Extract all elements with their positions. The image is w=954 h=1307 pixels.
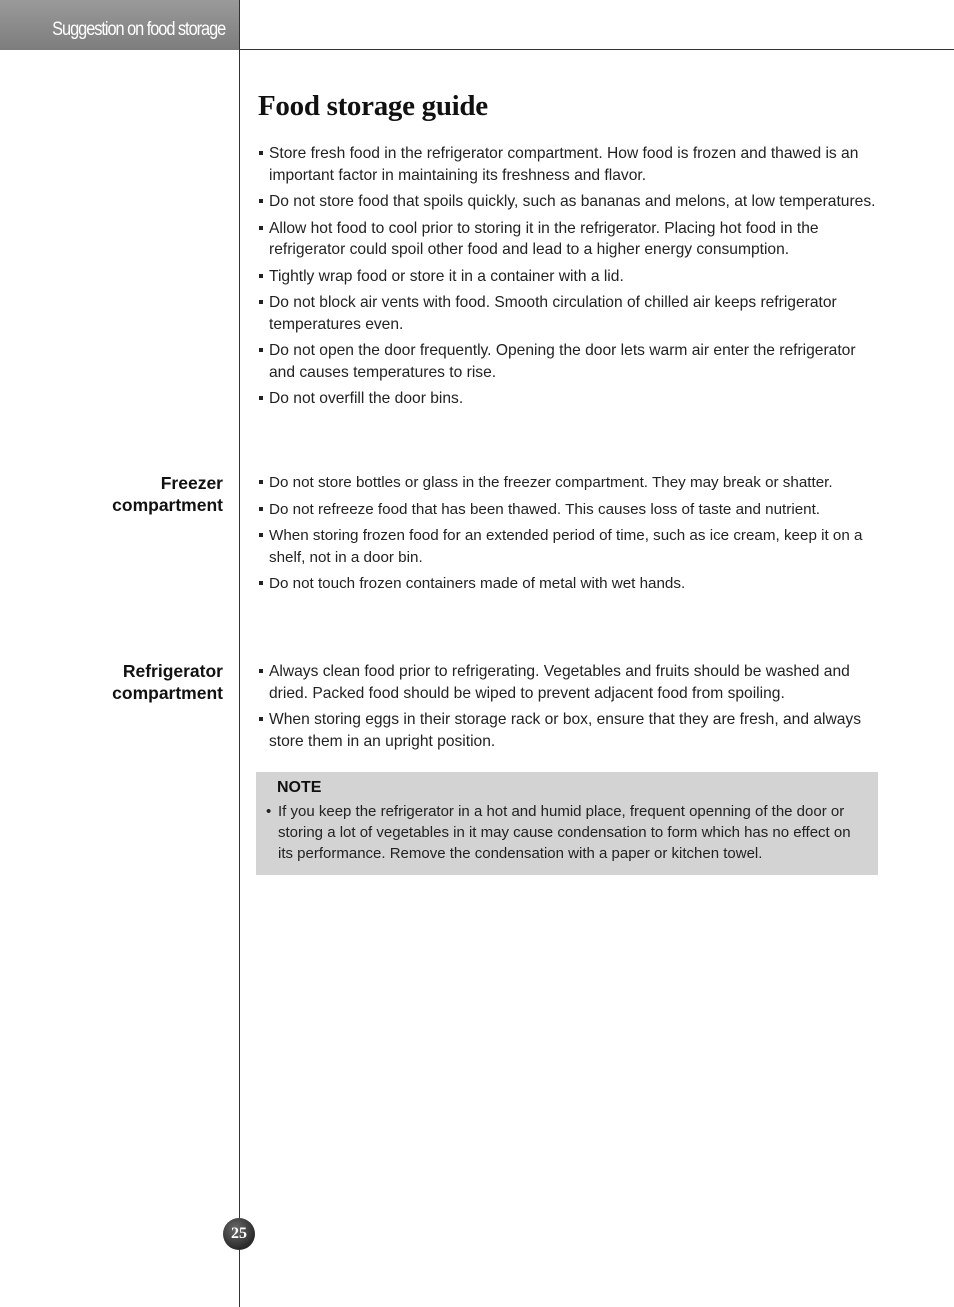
list-item: Do not block air vents with food. Smooth circulation of chilled air keeps refrigerator temperatures even. [258, 292, 882, 335]
note-bullet-glyph: • [266, 803, 272, 820]
refrigerator-label-line2: compartment [112, 683, 223, 703]
freezer-bullet-list [258, 472, 882, 600]
list-item: Do not store bottles or glass in the freezer compartment. They may break or shatter. [258, 472, 882, 494]
list-item: When storing frozen food for an extended period of time, such as ice cream, keep it on a shelf, not in a door bin. [258, 525, 882, 568]
section-header-tab [0, 0, 239, 50]
margin-divider [239, 0, 240, 1307]
freezer-section-label [23, 472, 223, 516]
list-item: Do not overfill the door bins. [258, 388, 882, 410]
note-text: If you keep the refrigerator in a hot and humid place, frequent openning of the door or storing a lot of vegetables in it may cause condensation to form which has no effect on its performance. Remove the condensation with a paper or kitchen towel. [278, 803, 851, 862]
list-item: Do not refreeze food that has been thawed. This causes loss of taste and nutrient. [258, 499, 882, 521]
general-bullet-list [258, 143, 882, 415]
page-title: Food storage guide [258, 90, 488, 122]
section-label: Suggestion on food storage [51, 19, 225, 40]
list-item: Do not open the door frequently. Opening the door lets warm air enter the refrigerator and causes temperatures to rise. [258, 340, 882, 383]
list-item: Store fresh food in the refrigerator compartment. How food is frozen and thawed is an important factor in maintaining its freshness and flavor. [258, 143, 882, 186]
freezer-label-line2: compartment [112, 495, 223, 515]
list-item: Do not store food that spoils quickly, such as bananas and melons, at low temperatures. [258, 191, 882, 213]
freezer-label-line1: Freezer [160, 473, 223, 493]
refrigerator-section-label [23, 660, 223, 704]
page-number-badge: 25 [223, 1218, 255, 1250]
note-title: NOTE [277, 779, 322, 796]
refrigerator-label-line1: Refrigerator [122, 661, 223, 681]
list-item: Do not touch frozen containers made of metal with wet hands. [258, 573, 882, 595]
note-text-block [266, 801, 868, 864]
refrigerator-bullet-list [258, 661, 882, 757]
list-item: Allow hot food to cool prior to storing it in the refrigerator. Placing hot food in the refrigerator could spoil other food and lead to a higher energy consumption. [258, 218, 882, 261]
list-item: When storing eggs in their storage rack or box, ensure that they are fresh, and always store them in an upright position. [258, 709, 882, 752]
header-divider [239, 49, 954, 50]
list-item: Always clean food prior to refrigerating. Vegetables and fruits should be washed and dried. Packed food should be wiped to prevent adjacent food from spoiling. [258, 661, 882, 704]
list-item: Tightly wrap food or store it in a container with a lid. [258, 266, 882, 288]
note-box [256, 772, 878, 875]
